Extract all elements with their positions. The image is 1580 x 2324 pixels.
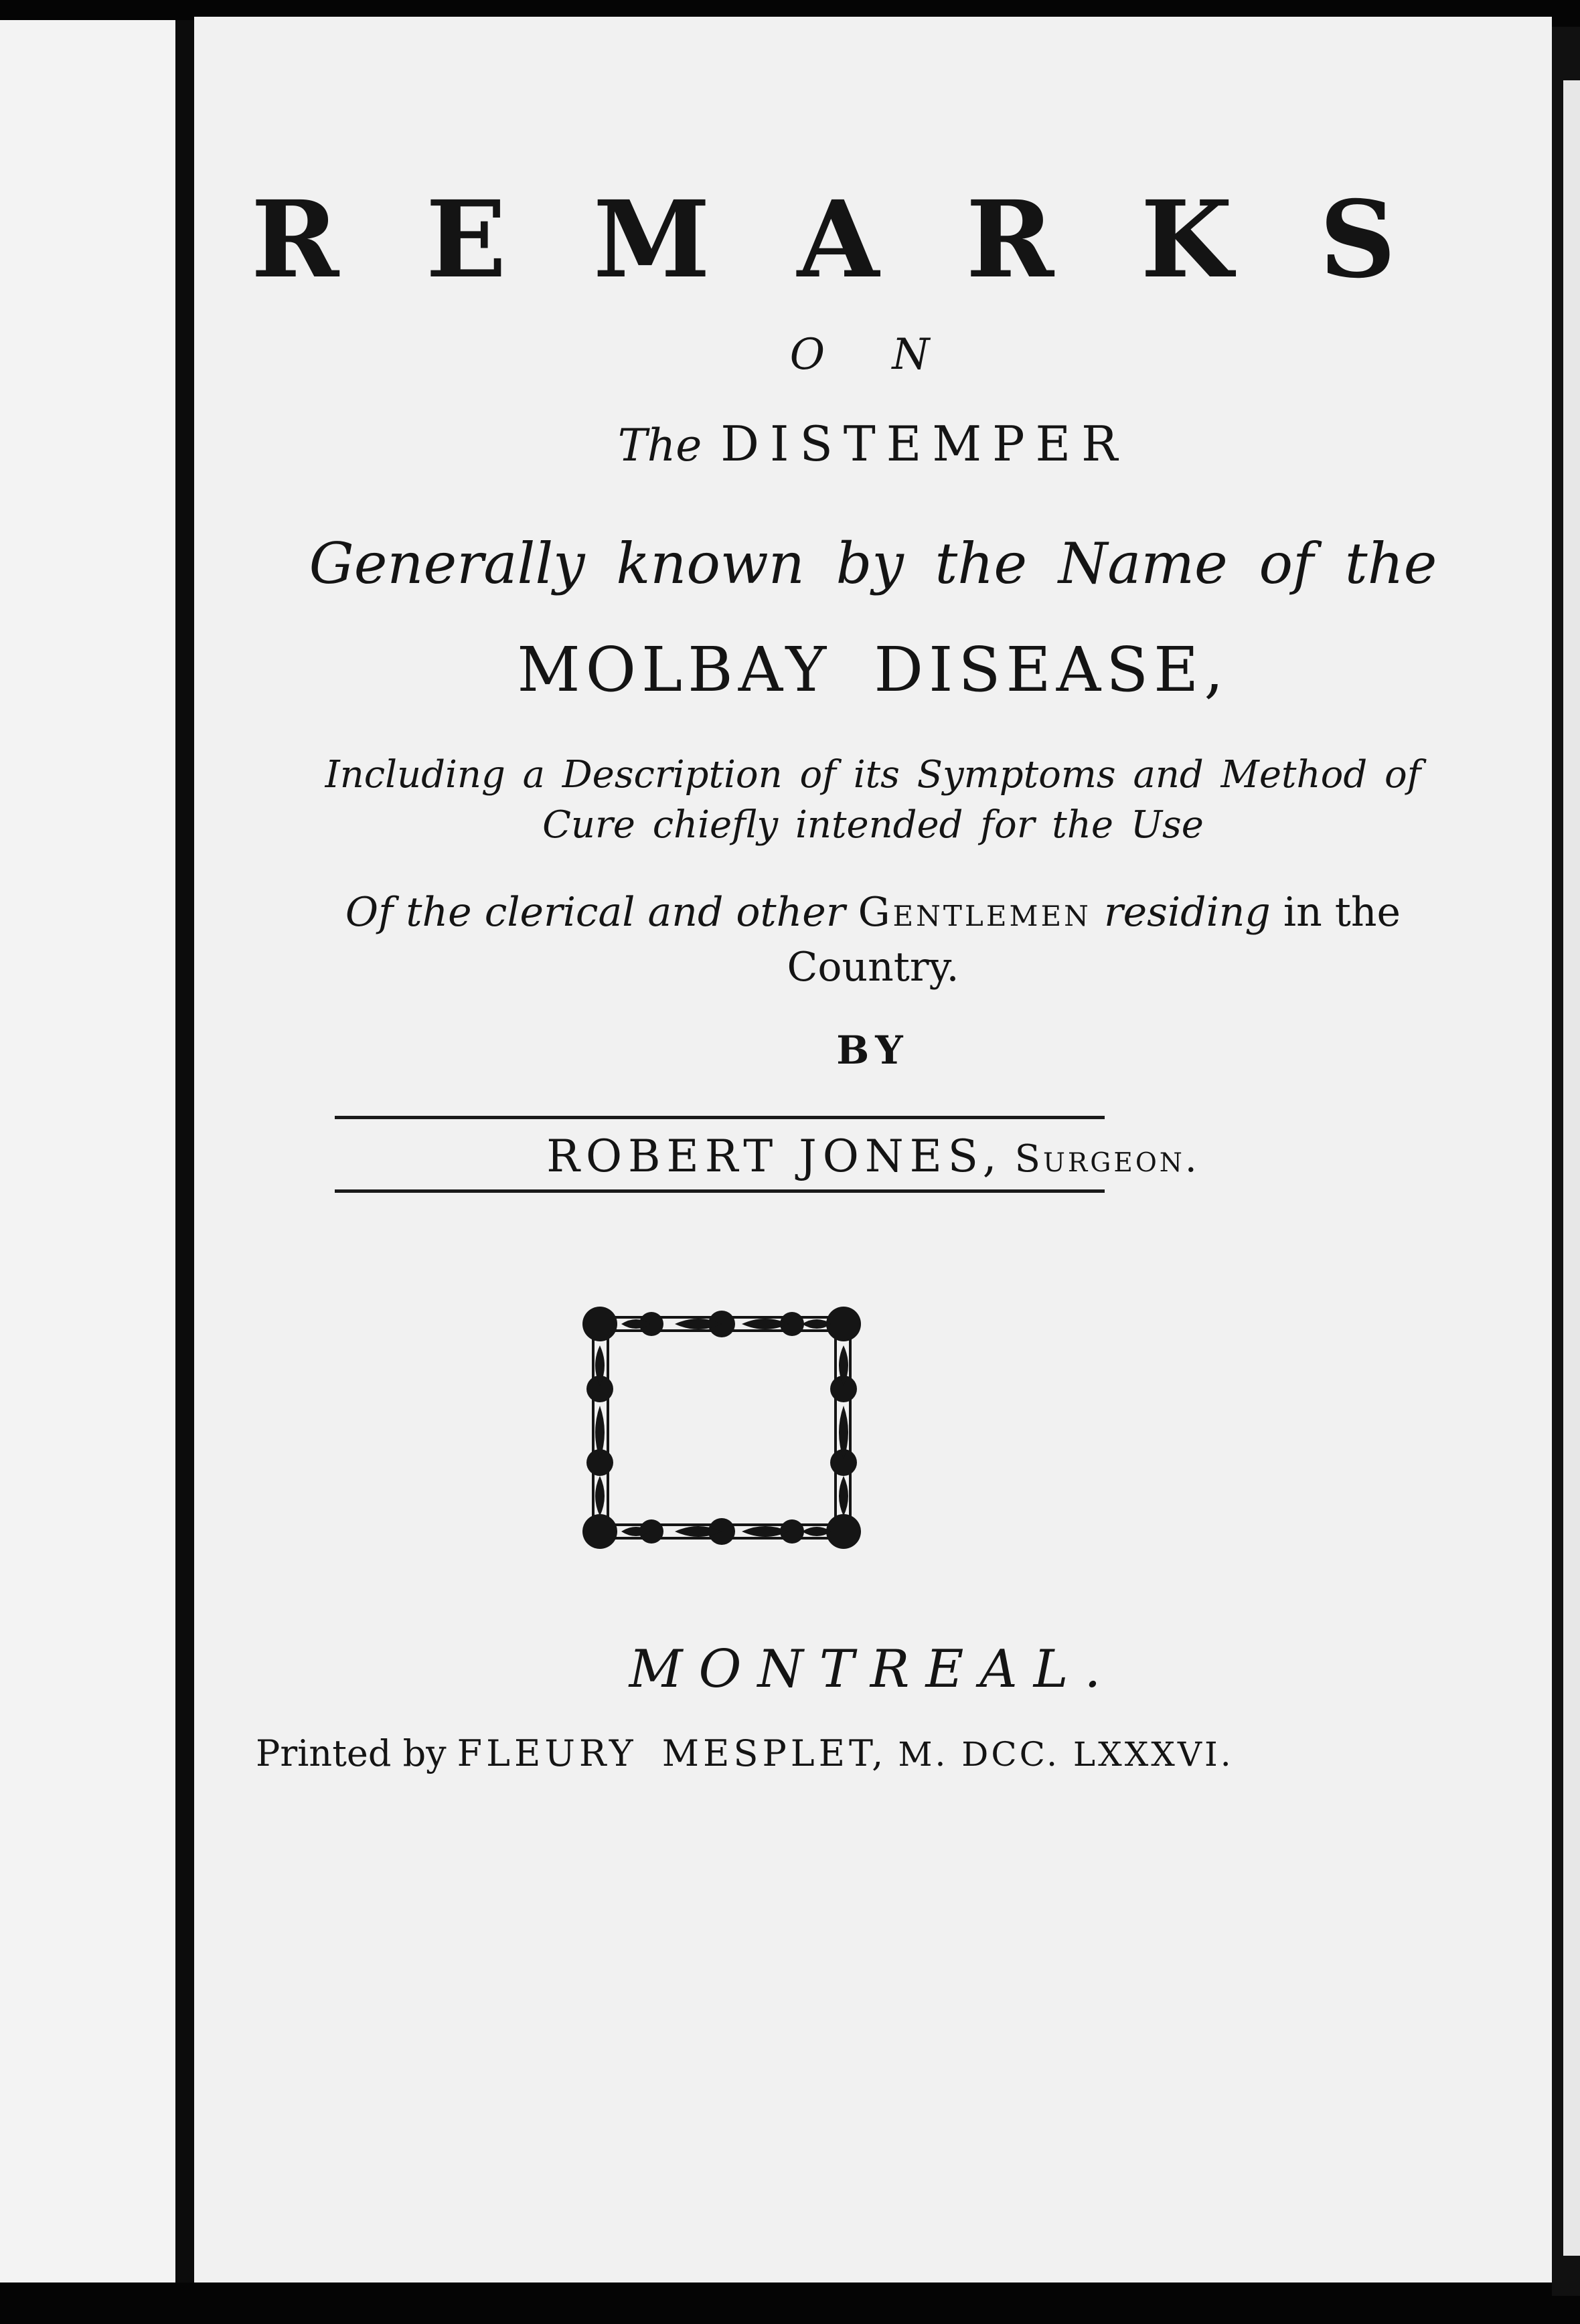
subtitle-line-1: Including a Description of its Symptoms and Method of bbox=[325, 753, 1421, 797]
facing-page-edge bbox=[0, 20, 191, 2282]
printed-by-text: Printed by bbox=[256, 1732, 447, 1774]
title-letter: S bbox=[1319, 178, 1396, 302]
audience-line bbox=[194, 889, 1552, 936]
the-word: The bbox=[617, 420, 702, 471]
bottom-rule bbox=[335, 1189, 1105, 1193]
printer-name: FLEURY MESPLET, bbox=[457, 1732, 888, 1774]
by-line: BY bbox=[836, 1027, 910, 1073]
title-letter: E bbox=[425, 178, 507, 302]
title-letter: M bbox=[593, 178, 710, 302]
title-letter: K bbox=[1140, 178, 1233, 302]
subtitle-line-2: Cure chiefly intended for the Use bbox=[542, 803, 1204, 847]
imprint-line bbox=[256, 1732, 1394, 1774]
generally-line: Generally known by the Name of the bbox=[309, 531, 1437, 596]
residing-word: residing bbox=[1103, 889, 1271, 936]
title-page bbox=[194, 17, 1552, 2282]
distemper-line bbox=[194, 416, 1552, 472]
author-line bbox=[194, 1131, 1552, 1182]
title-letter: A bbox=[797, 178, 880, 302]
disease-name: MOLBAY DISEASE, bbox=[517, 634, 1229, 706]
distemper-word: DISTEMPER bbox=[720, 416, 1129, 472]
audience-text: Of the clerical and other bbox=[345, 889, 846, 936]
imprint-date: M. DCC. LXXXVI. bbox=[898, 1735, 1234, 1774]
country-line: Country. bbox=[787, 944, 959, 991]
author-name: ROBERT JONES, bbox=[546, 1131, 1003, 1182]
on-line: O N bbox=[789, 330, 957, 380]
title-letter: R bbox=[251, 178, 339, 302]
book-gutter bbox=[175, 20, 194, 2282]
in-the-words: in the bbox=[1283, 889, 1401, 936]
author-title: Surgeon. bbox=[1014, 1137, 1200, 1181]
main-title bbox=[251, 178, 1396, 302]
top-rule bbox=[335, 1116, 1105, 1119]
decorative-square-frame-icon bbox=[581, 1305, 862, 1550]
imprint-place: MONTREAL. bbox=[629, 1639, 1117, 1699]
title-letter: R bbox=[965, 178, 1054, 302]
next-page-edge bbox=[1563, 80, 1580, 2256]
gentlemen-word: Gentlemen bbox=[858, 889, 1091, 936]
